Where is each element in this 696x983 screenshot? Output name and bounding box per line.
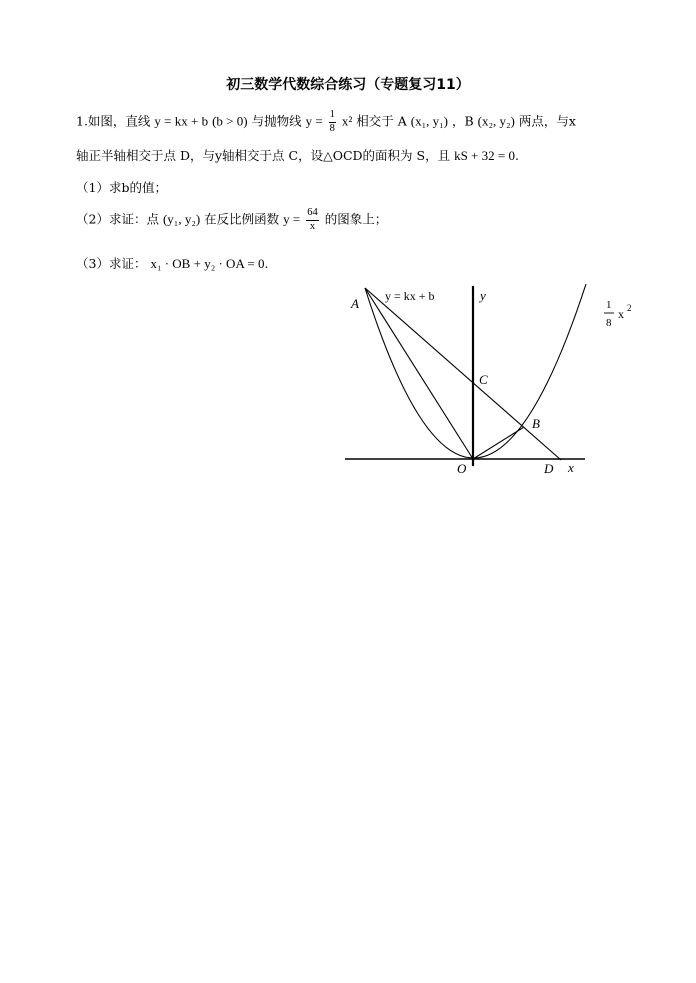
q2-numerator: 64 — [306, 208, 319, 221]
condition: (b > 0) — [212, 113, 248, 129]
label-d: D — [544, 461, 554, 476]
figure-svg — [335, 276, 650, 481]
question-2 — [76, 208, 387, 232]
problem-line-1 — [76, 110, 576, 134]
parabola-label-num: 1 — [606, 299, 612, 311]
line-label: y = kx + b — [385, 289, 435, 303]
q2-text-c: 的图象上； — [324, 211, 388, 227]
q3-text: （3）求证： — [76, 256, 147, 271]
intro-b: 与抛物线 — [251, 113, 302, 129]
point-b-coords: (x₂, y₂) — [477, 113, 515, 129]
parabola-label-den: 8 — [606, 317, 612, 329]
q3-equation: x₁ · OB + y₂ · OA = 0 — [150, 256, 265, 271]
q2-text-b: 在反比例函数 — [204, 211, 280, 227]
q2-text-a: （2）求证：点 — [76, 211, 159, 227]
intro-c: 相交于 A — [356, 113, 407, 129]
intro-d: 两点，与x — [518, 113, 576, 129]
point-a-coords: (x₁, y₁) — [410, 113, 448, 129]
label-c: C — [479, 372, 488, 387]
q3-end: . — [264, 256, 269, 271]
question-3 — [76, 254, 268, 272]
parabola-x: x² — [341, 113, 353, 129]
q2-y: y = — [283, 211, 301, 227]
parabola-y: y = — [305, 113, 323, 129]
x-axis-label: x — [568, 460, 574, 475]
q2-point: (y₁, y₂) — [162, 211, 201, 227]
label-a: A — [351, 296, 359, 311]
line2-end: . — [514, 148, 519, 163]
label-o: O — [457, 461, 467, 476]
area-equation: kS + 32 = 0 — [454, 148, 515, 163]
parabola-fraction — [329, 110, 336, 134]
line2-text: 轴正半轴相交于点 D，与y轴相交于点 C，设△OCD的面积为 S，且 — [76, 148, 451, 163]
line-equation: y = kx + b — [154, 113, 209, 129]
intro-a: 1.如图，直线 — [76, 113, 151, 129]
segment-oa — [365, 288, 473, 459]
segment-ob — [473, 427, 524, 459]
fraction-numerator: 1 — [329, 110, 336, 123]
label-b: B — [532, 416, 540, 431]
q2-denominator: x — [309, 220, 316, 232]
problem-line-2 — [76, 146, 519, 164]
parabola-curve — [365, 284, 586, 458]
fraction-denominator: 8 — [329, 122, 335, 134]
question-1: （1）求b的值； — [76, 180, 167, 195]
separator: ，B — [451, 113, 474, 129]
geometry-figure — [335, 276, 650, 481]
parabola-label-exp: 2 — [627, 303, 632, 313]
page-title: 初三数学代数综合练习（专题复习11） — [226, 77, 470, 93]
parabola-label-x: x — [618, 307, 624, 321]
q2-fraction — [306, 208, 319, 232]
y-axis-label: y — [480, 288, 486, 303]
line-ad — [365, 288, 561, 460]
